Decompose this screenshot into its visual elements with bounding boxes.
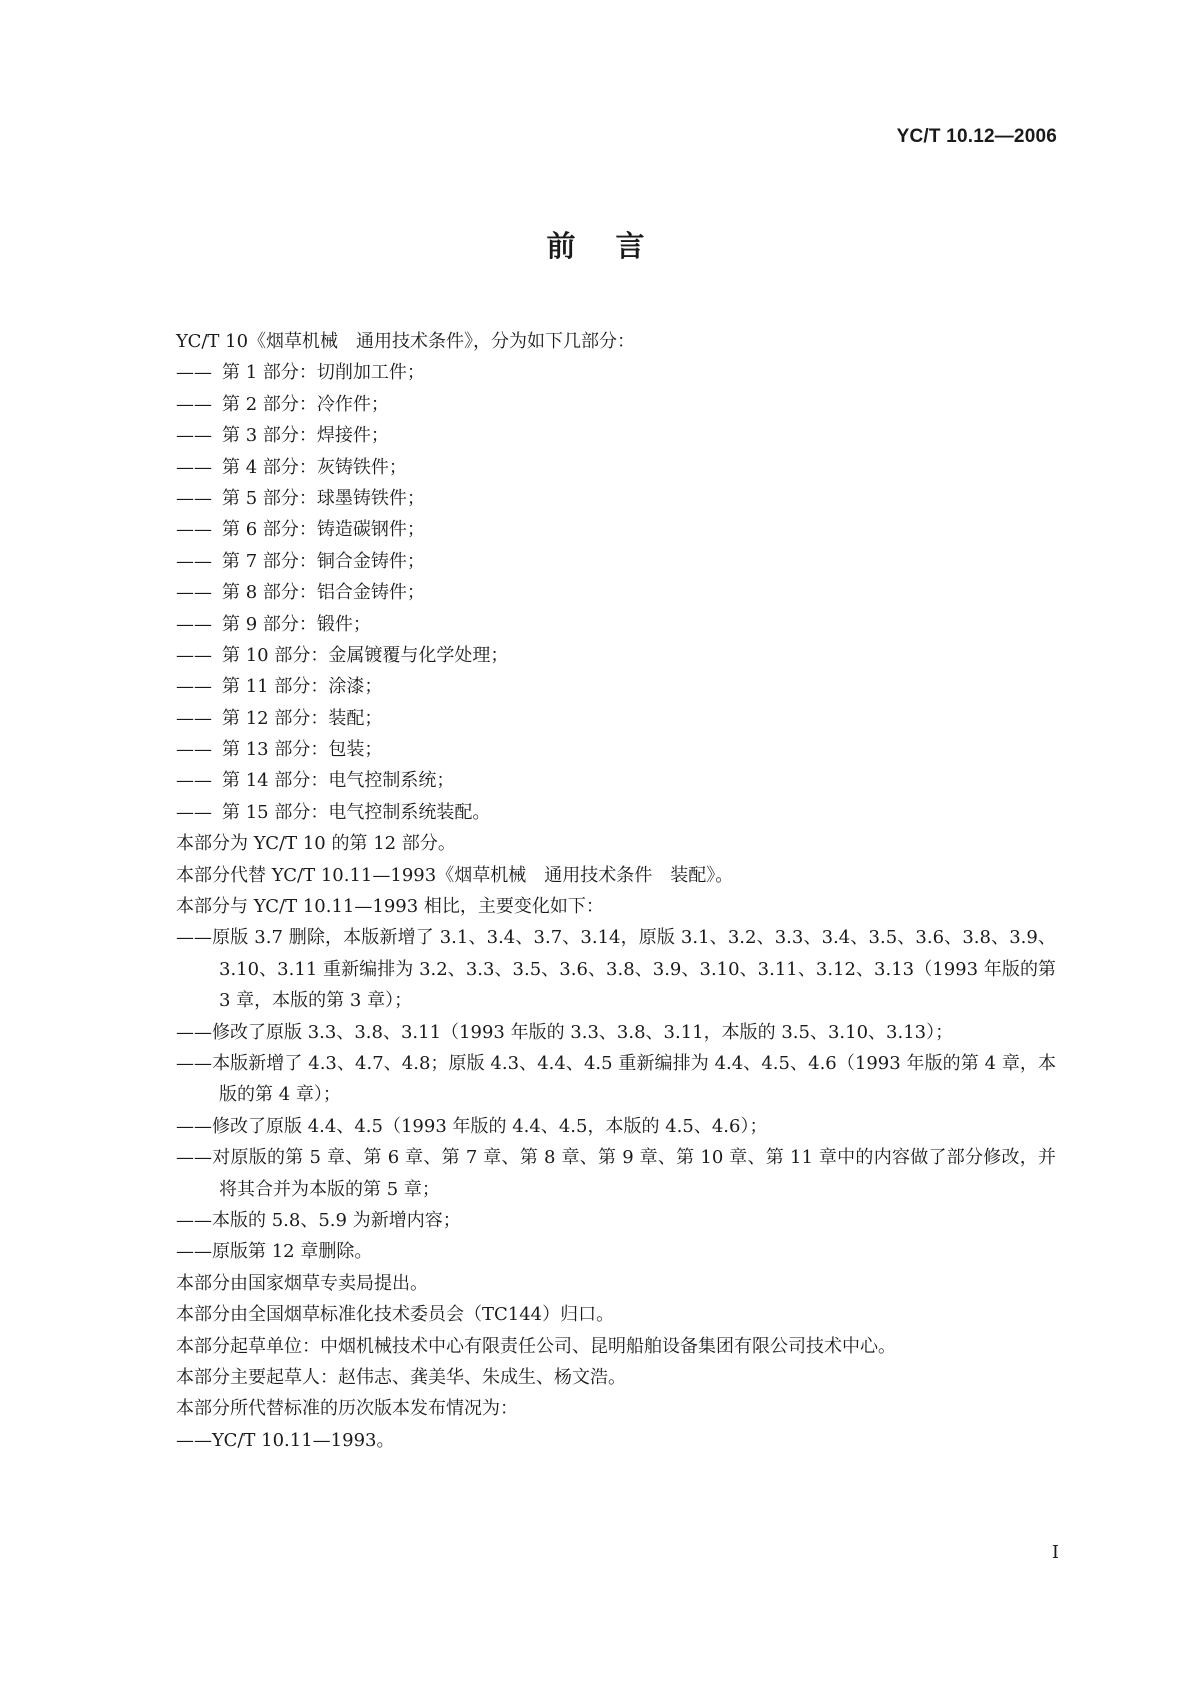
change-item: ——修改了原版 4.4、4.5（1993 年版的 4.4、4.5，本版的 4.5、4.6）；: [176, 1115, 768, 1137]
dash: ——: [176, 739, 212, 761]
intro-line: YC/T 10《烟草机械 通用技术条件》，分为如下几部分：: [176, 331, 636, 352]
part-item: —— 第 6 部分：铸造碳钢件；: [176, 514, 1056, 545]
part-item: —— 第 14 部分：电气控制系统；: [176, 765, 1056, 796]
part-item: —— 第 1 部分：切削加工件；: [176, 357, 1056, 388]
statement-proposed-by: 本部分由国家烟草专卖局提出。: [176, 1272, 428, 1294]
part-item: —— 第 10 部分：金属镀覆与化学处理；: [176, 640, 1056, 671]
standard-code: YC/T 10.12—2006: [896, 126, 1057, 147]
dash: ——: [176, 644, 212, 666]
dash: ——: [176, 487, 212, 509]
part-item: —— 第 15 部分：电气控制系统装配。: [176, 797, 1056, 828]
part-item: —— 第 2 部分：冷作件；: [176, 389, 1056, 420]
statement-drafters: 本部分主要起草人：赵伟志、龚美华、朱成生、杨文浩。: [176, 1367, 626, 1389]
change-item: ——对原版的第 5 章、第 6 章、第 7 章、第 8 章、第 9 章、第 10 章、第 11 章中的内容做了部分修改，并将其合并为本版的第 5 章；: [176, 1147, 1056, 1200]
statement-managed-by: 本部分由全国烟草标准化技术委员会（TC144）归口。: [176, 1304, 615, 1326]
dash: ——: [176, 676, 212, 698]
statement-history-intro: 本部分所代替标准的历次版本发布情况为：: [176, 1398, 518, 1420]
foreword-body: [176, 326, 1056, 1456]
dash: ——: [176, 519, 212, 541]
statement-drafting-units: 本部分起草单位：中烟机械技术中心有限责任公司、昆明船舶设备集团有限公司技术中心。: [176, 1335, 896, 1357]
part-item: —— 第 7 部分：铜合金铸件；: [176, 546, 1056, 577]
part-item: —— 第 8 部分：铝合金铸件；: [176, 577, 1056, 608]
dash: ——: [176, 425, 212, 447]
statement-part-of: 本部分为 YC/T 10 的第 12 部分。: [176, 833, 456, 855]
change-item: ——本版新增了 4.3、4.7、4.8；原版 4.3、4.4、4.5 重新编排为 4.4、4.5、4.6（1993 年版的第 4 章，本版的第 4 章）；: [176, 1053, 1056, 1106]
dash: ——: [176, 362, 212, 384]
dash: ——: [176, 707, 212, 729]
change-item: ——本版的 5.8、5.9 为新增内容；: [176, 1210, 461, 1232]
change-item: ——修改了原版 3.3、3.8、3.11（1993 年版的 3.3、3.8、3.11，本版的 3.5、3.10、3.13）；: [176, 1021, 954, 1043]
change-item: ——原版第 12 章删除。: [176, 1241, 373, 1263]
dash: ——: [176, 582, 212, 604]
dash: ——: [176, 770, 212, 792]
statement-replaces: 本部分代替 YC/T 10.11—1993《烟草机械 通用技术条件 装配》。: [176, 864, 734, 886]
part-item: —— 第 12 部分：装配；: [176, 703, 1056, 734]
part-item: —— 第 11 部分：涂漆；: [176, 671, 1056, 702]
page-title: 前言: [546, 229, 685, 263]
dash: ——: [176, 456, 212, 478]
dash: ——: [176, 613, 212, 635]
dash: ——: [176, 550, 212, 572]
part-item: —— 第 3 部分：焊接件；: [176, 420, 1056, 451]
dash: ——: [176, 393, 212, 415]
page-number: I: [1051, 1542, 1059, 1563]
part-item: —— 第 4 部分：灰铸铁件；: [176, 452, 1056, 483]
history-item: ——YC/T 10.11—1993。: [176, 1429, 395, 1451]
part-item: —— 第 9 部分：锻件；: [176, 609, 1056, 640]
statement-changes-intro: 本部分与 YC/T 10.11—1993 相比，主要变化如下：: [176, 896, 604, 918]
change-item: ——原版 3.7 删除，本版新增了 3.1、3.4、3.7、3.14，原版 3.1、3.2、3.3、3.4、3.5、3.6、3.8、3.9、3.10、3.11 重新编排为 3.2、3.3、3.5、3.6、3.8、3.9、3.10、3.11、3.12、3.13（1993 年版的第 3 章，本版的第 3 章）；: [176, 927, 1056, 1012]
dash: ——: [176, 801, 212, 823]
part-item: —— 第 13 部分：包装；: [176, 734, 1056, 765]
part-item: —— 第 5 部分：球墨铸铁件；: [176, 483, 1056, 514]
